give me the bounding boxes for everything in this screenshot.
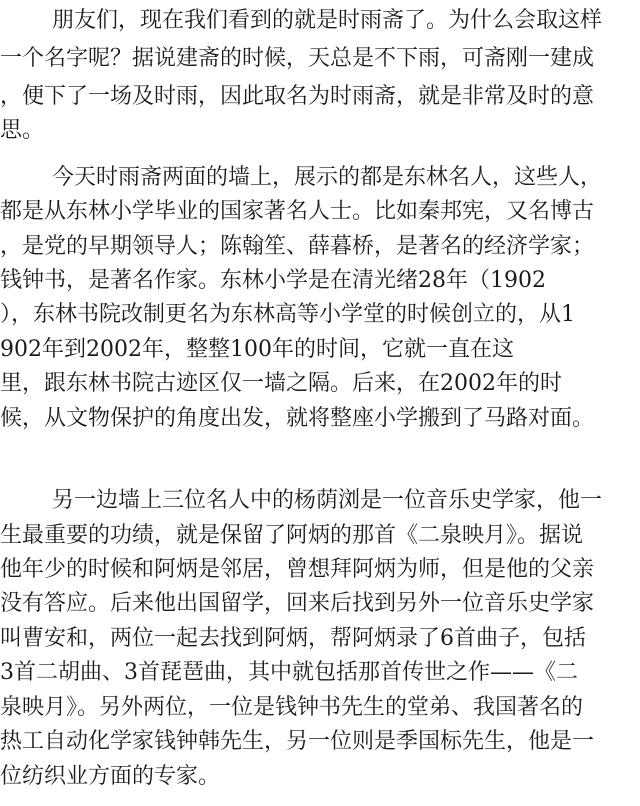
paragraph-2-line-2: 都是从东林小学毕业的国家著名人士。比如秦邦宪，又名博古 (0, 199, 595, 224)
paragraph-2-line-7: 里，跟东林书院古迹区仅一墙之隔。后来，在2002年的时 (0, 371, 562, 396)
paragraph-3-line-9: 位纺织业方面的专家。 (0, 764, 221, 789)
paragraph-1-line-4: 思。 (0, 118, 45, 143)
paragraph-2-line-4: 钱钟书，是著名作家。东林小学是在清光绪28年（1902 (0, 268, 546, 293)
paragraph-1-line-3: ，便下了一场及时雨，因此取名为时雨斋，就是非常及时的意 (0, 84, 595, 109)
paragraph-3-line-8: 热工自动化学家钱钟韩先生，另一位则是季国标先生，他是一 (0, 729, 595, 754)
paragraph-2-line-5: ），东林书院改制更名为东林高等小学堂的时候创立的，从1 (0, 302, 575, 327)
paragraph-3-line-4: 没有答应。后来他出国留学，回来后找到另外一位音乐史学家 (0, 591, 595, 616)
paragraph-3-line-3: 他年少的时候和阿炳是邻居，曾想拜阿炳为师，但是他的父亲 (0, 557, 595, 582)
paragraph-3-line-6: 3首二胡曲、3首琵琶曲，其中就包括那首传世之作——《二 (0, 660, 578, 685)
paragraph-2-line-8: 候，从文物保护的角度出发，就将整座小学搬到了马路对面。 (0, 406, 595, 431)
paragraph-3-line-7: 泉映月》。另外两位，一位是钱钟书先生的堂弟、我国著名的 (0, 695, 584, 720)
paragraph-1-line-1: 朋友们，现在我们看到的就是时雨斋了。为什么会取这样 (52, 8, 603, 33)
paragraph-1-line-2: 一个名字呢？据说建斋的时候，天总是不下雨，可斋刚一建成 (0, 46, 595, 71)
paragraph-2-line-1: 今天时雨斋两面的墙上，展示的都是东林名人，这些人， (52, 165, 603, 190)
paragraph-2-line-6: 902年到2002年，整整100年的时间，它就一直在这 (0, 337, 514, 362)
paragraph-2-line-3: ，是党的早期领导人；陈翰笙、薛暮桥，是著名的经济学家； (0, 234, 595, 259)
paragraph-3-line-1: 另一边墙上三位名人中的杨荫浏是一位音乐史学家，他一 (52, 488, 603, 513)
paragraph-3-line-5: 叫曹安和，两位一起去找到阿炳，帮阿炳录了6首曲子，包括 (0, 626, 586, 651)
paragraph-3-line-2: 生最重要的功绩，就是保留了阿炳的那首《二泉映月》。据说 (0, 523, 584, 548)
